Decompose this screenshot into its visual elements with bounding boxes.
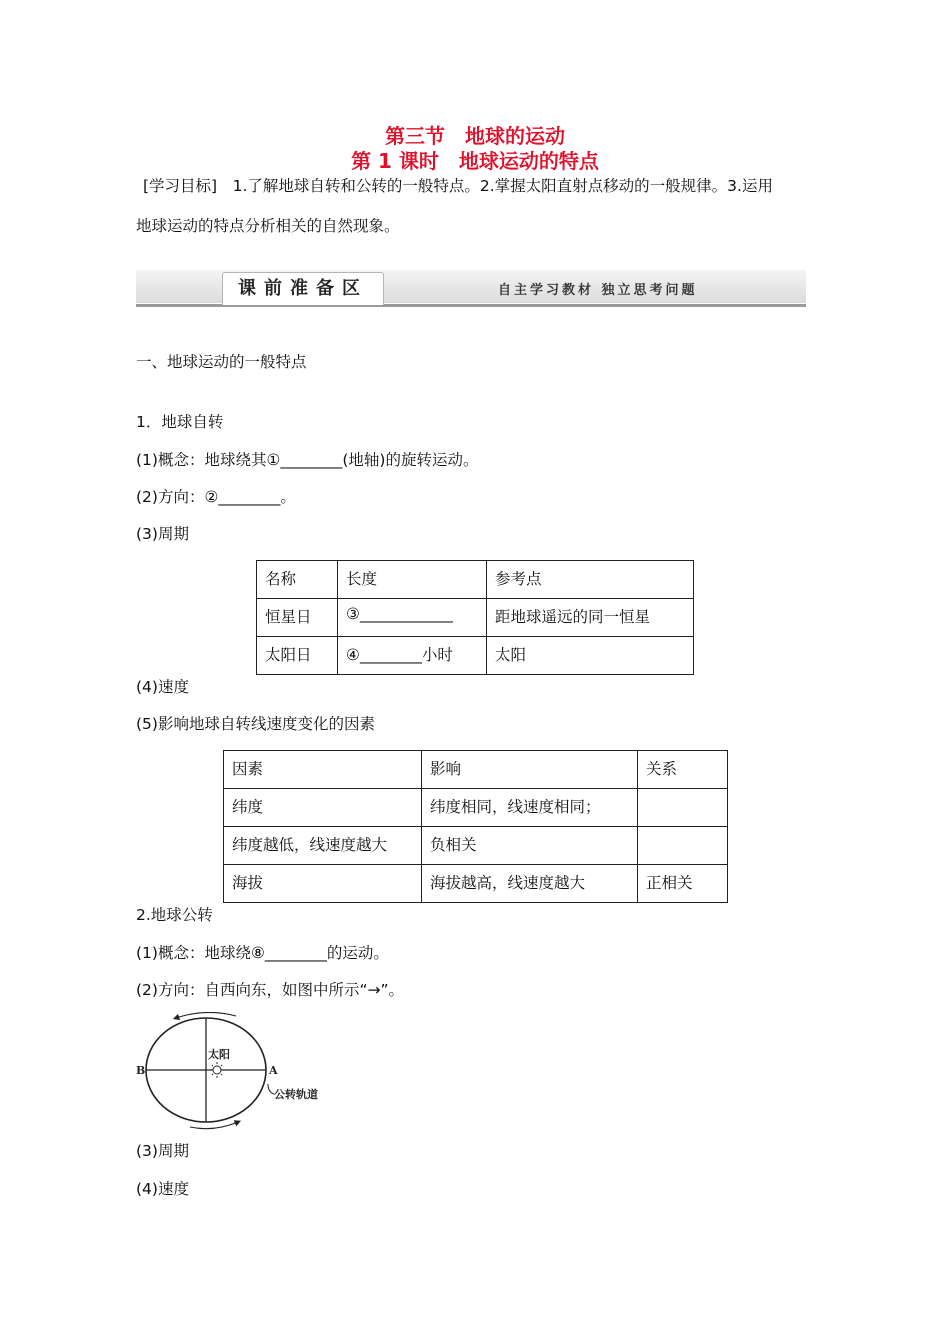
revolution-direction: (2)方向：自西向东，如图中所示“→”。 (136, 981, 405, 999)
table-cell (638, 827, 728, 865)
table-cell: 正相关 (638, 865, 728, 903)
factors-heading: (5)影响地球自转线速度变化的因素 (136, 715, 375, 733)
point-b-label: B (136, 1064, 146, 1077)
table-header-row (224, 751, 728, 789)
page-title: 第三节 地球的运动 (385, 124, 565, 148)
table-header-cell: 长度 (338, 561, 487, 599)
revolution-speed: (4)速度 (136, 1180, 189, 1198)
orbit-diagram (132, 1012, 342, 1132)
banner-tab (222, 272, 384, 305)
section-heading: 一、地球运动的一般特点 (136, 353, 307, 371)
page-subtitle: 第 1 课时 地球运动的特点 (351, 149, 599, 173)
top-direction-arrow (176, 1012, 236, 1018)
sun-label: 太阳 (208, 1048, 230, 1061)
period-table (256, 560, 694, 675)
table-row (224, 865, 728, 903)
section-banner (136, 270, 806, 308)
table-row (224, 789, 728, 827)
learning-objectives-line1: [学习目标] 1.了解地球自转和公转的一般特点。2.掌握太阳直射点移动的一般规律。3.运用 (143, 177, 773, 195)
table-cell: 太阳 (487, 637, 694, 675)
table-header-cell: 关系 (638, 751, 728, 789)
rotation-heading: 1．地球自转 (136, 413, 224, 431)
table-cell: 纬度相同，线速度相同； (422, 789, 638, 827)
table-cell: ③____________ (338, 599, 487, 637)
point-a-label: A (269, 1064, 278, 1077)
orbit-label: 公转轨道 (274, 1088, 318, 1101)
banner-tab-label: 课前准备区 (238, 278, 368, 299)
rotation-speed: (4)速度 (136, 678, 189, 696)
revolution-heading: 2.地球公转 (136, 906, 213, 924)
banner-motto: 自主学习教材 独立思考问题 (498, 283, 698, 298)
rotation-period: (3)周期 (136, 525, 189, 543)
table-cell: 恒星日 (257, 599, 338, 637)
rotation-direction: (2)方向：②________。 (136, 488, 296, 506)
table-cell: 海拔越高，线速度越大 (422, 865, 638, 903)
table-row (224, 827, 728, 865)
table-cell: 负相关 (422, 827, 638, 865)
table-header-cell: 因素 (224, 751, 422, 789)
factors-table (223, 750, 728, 903)
table-header-cell: 名称 (257, 561, 338, 599)
bottom-direction-arrow (190, 1122, 238, 1129)
table-cell: 太阳日 (257, 637, 338, 675)
table-cell: 距地球遥远的同一恒星 (487, 599, 694, 637)
revolution-concept: (1)概念：地球绕⑧________的运动。 (136, 944, 389, 962)
revolution-period: (3)周期 (136, 1142, 189, 1160)
table-row (257, 637, 694, 675)
table-cell (638, 789, 728, 827)
table-cell: ④________小时 (338, 637, 487, 675)
table-cell: 纬度 (224, 789, 422, 827)
table-header-cell: 影响 (422, 751, 638, 789)
table-header-cell: 参考点 (487, 561, 694, 599)
table-header-row (257, 561, 694, 599)
table-cell: 海拔 (224, 865, 422, 903)
table-cell: 纬度越低，线速度越大 (224, 827, 422, 865)
table-row (257, 599, 694, 637)
rotation-concept: (1)概念：地球绕其①________(地轴)的旋转运动。 (136, 451, 479, 469)
learning-objectives-line2: 地球运动的特点分析相关的自然现象。 (136, 217, 400, 235)
